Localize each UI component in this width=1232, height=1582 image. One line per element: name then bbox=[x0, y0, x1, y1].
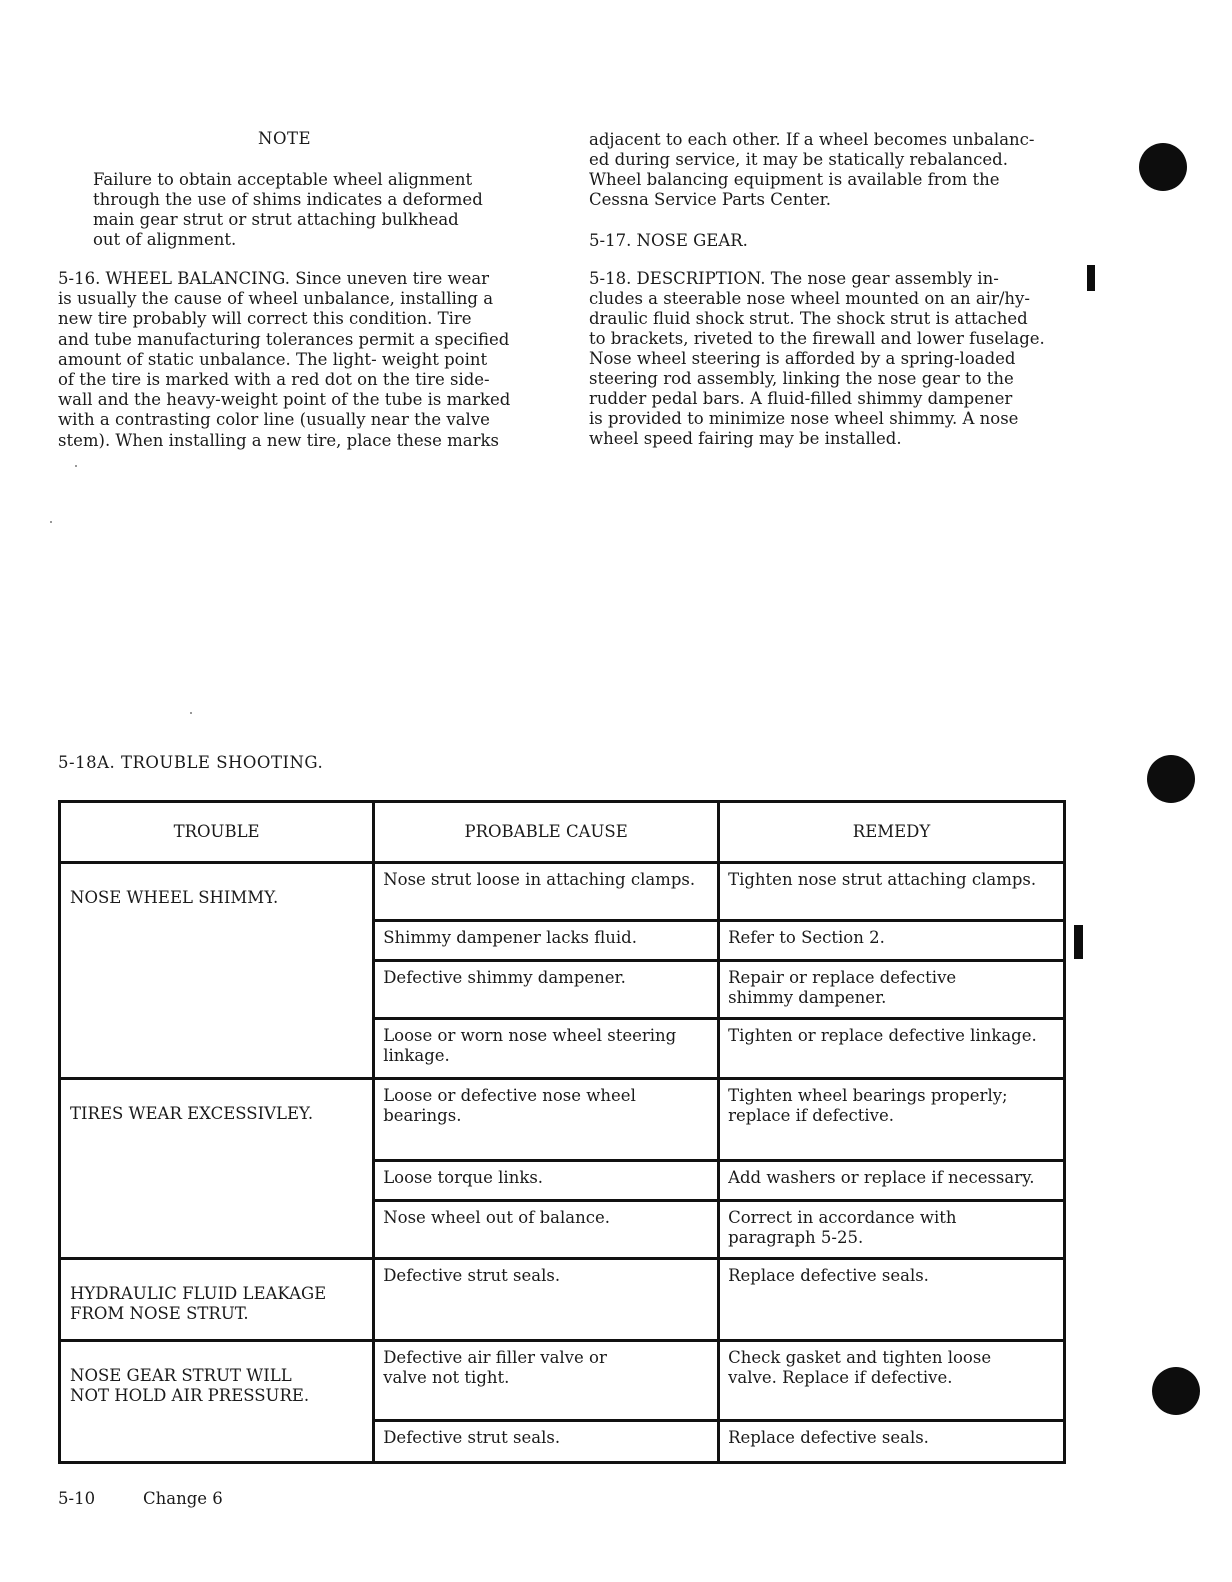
probable-cause-cell: Loose or defective nose wheel bearings. bbox=[374, 1079, 719, 1161]
scan-speck bbox=[190, 712, 192, 714]
remedy-cell: Tighten or replace defective linkage. bbox=[719, 1019, 1065, 1079]
probable-cause-cell: Defective air filler valve or valve not tight. bbox=[374, 1341, 719, 1421]
binder-hole-top bbox=[1139, 143, 1187, 191]
table-row bbox=[60, 1079, 1065, 1161]
paragraph-line: wall and the heavy-weight point of the tube is marked bbox=[58, 390, 511, 409]
column-header-remedy: REMEDY bbox=[719, 802, 1065, 863]
paragraph-line: with a contrasting color line (usually near the valve bbox=[58, 410, 490, 429]
trouble-cell: NOSE GEAR STRUT WILL NOT HOLD AIR PRESSURE. bbox=[60, 1341, 374, 1463]
paragraph-line: ed during service, it may be statically rebalanced. bbox=[589, 150, 1008, 169]
paragraph-line: cludes a steerable nose wheel mounted on an air/hy- bbox=[589, 289, 1030, 308]
nose-gear-heading: 5-17. NOSE GEAR. bbox=[589, 231, 748, 250]
paragraph-line: Wheel balancing equipment is available from the bbox=[589, 170, 1000, 189]
probable-cause-cell: Nose wheel out of balance. bbox=[374, 1201, 719, 1259]
change-bar-description bbox=[1087, 265, 1095, 291]
troubleshooting-table bbox=[58, 800, 1066, 1464]
paragraph-line: steering rod assembly, linking the nose gear to the bbox=[589, 369, 1014, 388]
remedy-cell: Tighten nose strut attaching clamps. bbox=[719, 863, 1065, 921]
column-header-trouble: TROUBLE bbox=[60, 802, 374, 863]
binder-hole-bottom bbox=[1152, 1367, 1200, 1415]
probable-cause-cell: Defective strut seals. bbox=[374, 1421, 719, 1463]
table-header-row bbox=[60, 802, 1065, 863]
paragraph-line: to brackets, riveted to the firewall and lower fuselage. bbox=[589, 329, 1045, 348]
remedy-cell: Check gasket and tighten loose valve. Replace if defective. bbox=[719, 1341, 1065, 1421]
remedy-cell: Correct in accordance with paragraph 5-25. bbox=[719, 1201, 1065, 1259]
scan-speck bbox=[75, 465, 77, 467]
page-number: 5-10 bbox=[58, 1489, 96, 1508]
table-row bbox=[60, 863, 1065, 921]
change-bar-table bbox=[1074, 925, 1083, 959]
paragraph-line: Cessna Service Parts Center. bbox=[589, 190, 831, 209]
change-number: Change 6 bbox=[143, 1489, 223, 1508]
paragraph-line: is usually the cause of wheel unbalance, installing a bbox=[58, 289, 494, 308]
probable-cause-cell: Defective shimmy dampener. bbox=[374, 961, 719, 1019]
paragraph-line: Nose wheel steering is afforded by a spring-loaded bbox=[589, 349, 1016, 368]
column-header-probable-cause: PROBABLE CAUSE bbox=[374, 802, 719, 863]
binder-hole-middle bbox=[1147, 755, 1195, 803]
remedy-cell: Tighten wheel bearings properly; replace if defective. bbox=[719, 1079, 1065, 1161]
table-row bbox=[60, 1259, 1065, 1341]
remedy-cell: Refer to Section 2. bbox=[719, 921, 1065, 961]
probable-cause-cell: Loose or worn nose wheel steering linkage. bbox=[374, 1019, 719, 1079]
probable-cause-cell: Loose torque links. bbox=[374, 1161, 719, 1201]
table-row bbox=[60, 1341, 1065, 1421]
remedy-cell: Replace defective seals. bbox=[719, 1421, 1065, 1463]
note-line: Failure to obtain acceptable wheel alignment bbox=[93, 170, 473, 189]
note-line: out of alignment. bbox=[93, 230, 237, 249]
probable-cause-cell: Defective strut seals. bbox=[374, 1259, 719, 1341]
trouble-cell: NOSE WHEEL SHIMMY. bbox=[60, 863, 374, 1079]
troubleshooting-heading: 5-18A. TROUBLE SHOOTING. bbox=[58, 753, 324, 772]
table-body bbox=[60, 863, 1065, 1463]
probable-cause-cell: Nose strut loose in attaching clamps. bbox=[374, 863, 719, 921]
trouble-cell: TIRES WEAR EXCESSIVLEY. bbox=[60, 1079, 374, 1259]
paragraph-line: new tire probably will correct this condition. Tire bbox=[58, 309, 472, 328]
remedy-cell: Add washers or replace if necessary. bbox=[719, 1161, 1065, 1201]
paragraph-line: and tube manufacturing tolerances permit a specified bbox=[58, 330, 510, 349]
paragraph-line: 5-18. DESCRIPTION. The nose gear assembly in- bbox=[589, 269, 999, 288]
paragraph-line: rudder pedal bars. A fluid-filled shimmy dampener bbox=[589, 389, 1013, 408]
paragraph-line: amount of static unbalance. The light- weight point bbox=[58, 350, 488, 369]
paragraph-line: of the tire is marked with a red dot on the tire side- bbox=[58, 370, 490, 389]
paragraph-line: stem). When installing a new tire, place these marks bbox=[58, 431, 499, 450]
remedy-cell: Replace defective seals. bbox=[719, 1259, 1065, 1341]
paragraph-line: adjacent to each other. If a wheel becomes unbalanc- bbox=[589, 130, 1035, 149]
paragraph-line: draulic fluid shock strut. The shock strut is attached bbox=[589, 309, 1028, 328]
note-line: through the use of shims indicates a deformed bbox=[93, 190, 483, 209]
note-line: main gear strut or strut attaching bulkhead bbox=[93, 210, 459, 229]
trouble-cell: HYDRAULIC FLUID LEAKAGE FROM NOSE STRUT. bbox=[60, 1259, 374, 1341]
remedy-cell: Repair or replace defective shimmy dampener. bbox=[719, 961, 1065, 1019]
paragraph-line: 5-16. WHEEL BALANCING. Since uneven tire wear bbox=[58, 269, 490, 288]
paragraph-line: wheel speed fairing may be installed. bbox=[589, 429, 902, 448]
probable-cause-cell: Shimmy dampener lacks fluid. bbox=[374, 921, 719, 961]
paragraph-line: is provided to minimize nose wheel shimmy. A nose bbox=[589, 409, 1019, 428]
scan-speck bbox=[50, 521, 52, 523]
note-title: NOTE bbox=[258, 129, 312, 148]
